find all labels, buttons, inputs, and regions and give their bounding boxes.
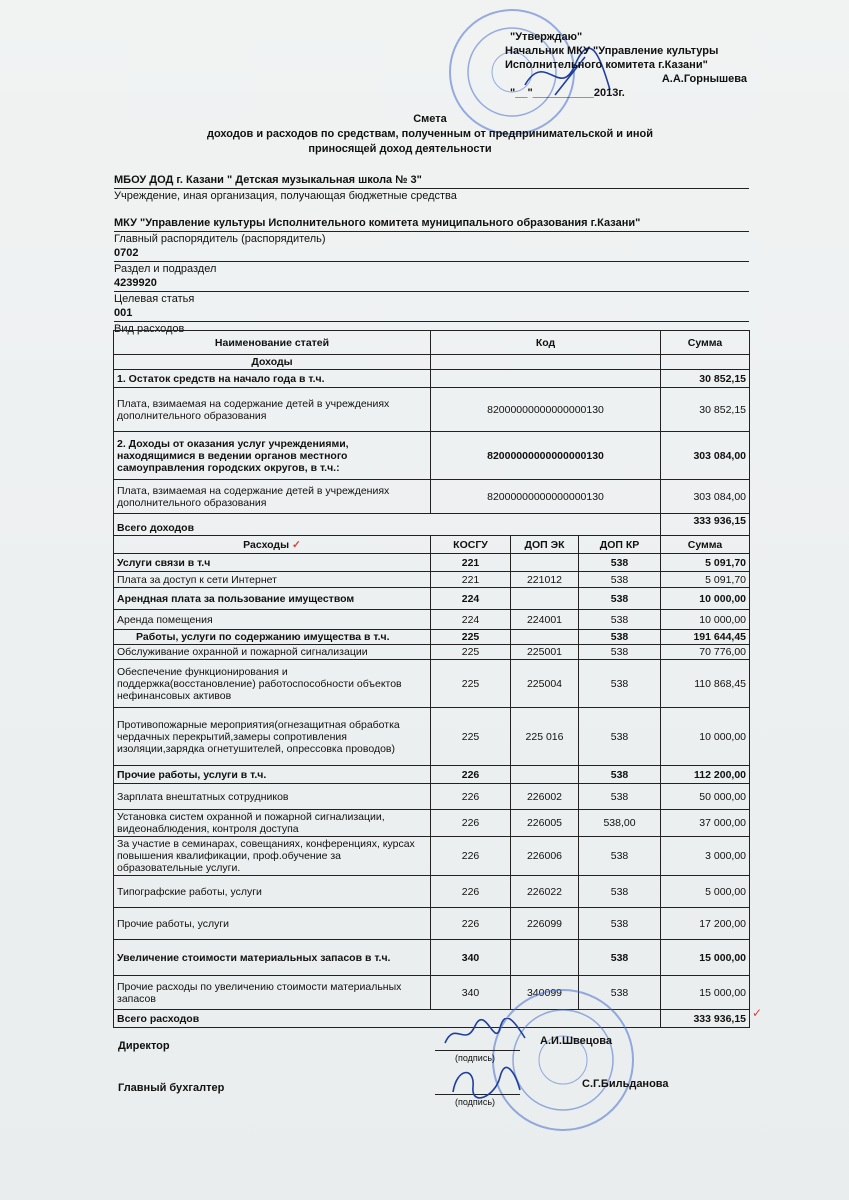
expense-row-dop-kr: 538 [579, 660, 661, 708]
approval-organization: Исполнительного комитета г.Казани" [505, 59, 708, 71]
expense-row [114, 784, 750, 810]
expense-row [114, 810, 750, 837]
accountant-label: Главный бухгалтер [118, 1082, 225, 1094]
director-label: Директор [118, 1040, 170, 1052]
expense-row [114, 766, 750, 784]
kind-label: Вид расходов [114, 323, 185, 335]
income-row-name: 2. Доходы от оказания услуг учреждениями, находящимися в ведении органов местного самоуправления городских округов, в т.ч.: [114, 432, 431, 480]
income-section [114, 331, 750, 370]
manager-name: МКУ "Управление культуры Исполнительного комитета муниципального образования г.Казани" [114, 216, 749, 232]
expense-row-dop-kr: 538 [579, 630, 661, 645]
expense-row-sum: 5 091,70 [661, 572, 750, 588]
expense-row-kosgu: 225 [431, 660, 511, 708]
expense-row-dop-kr: 538 [579, 708, 661, 766]
expenses-header-kosgu: КОСГУ [431, 536, 511, 554]
income-header-name: Наименование статей [114, 331, 431, 355]
check-mark-icon: ✓ [752, 1006, 763, 1020]
expense-rows [114, 554, 750, 1010]
income-rows [114, 370, 750, 514]
expense-row-dop-kr: 538 [579, 876, 661, 908]
expense-row [114, 630, 750, 645]
income-row [114, 432, 750, 480]
expense-row-name: Прочие расходы по увеличению стоимости материальных запасов [114, 976, 431, 1010]
income-header-sum: Сумма [661, 331, 750, 355]
income-row [114, 480, 750, 514]
expense-row-name: Увеличение стоимости материальных запасов в т.ч. [114, 940, 431, 976]
income-row-sum: 30 852,15 [661, 388, 750, 432]
expense-row-name: Работы, услуги по содержанию имущества в т.ч. [114, 630, 431, 645]
expense-row [114, 837, 750, 876]
expense-row-name: Типографские работы, услуги [114, 876, 431, 908]
expense-row-name: Услуги связи в т.ч [114, 554, 431, 572]
income-total-value: 333 936,15 [661, 514, 750, 536]
expense-row-kosgu: 224 [431, 610, 511, 630]
expense-row-sum: 37 000,00 [661, 810, 750, 837]
expense-row-name: Обслуживание охранной и пожарной сигнализации [114, 645, 431, 660]
income-header-code: Код [431, 331, 661, 355]
director-name: А.И.Швецова [540, 1035, 612, 1047]
expense-row-kosgu: 224 [431, 588, 511, 610]
accountant-signature-icon [445, 1062, 525, 1102]
expense-row-sum: 17 200,00 [661, 908, 750, 940]
accountant-name: С.Г.Бильданова [582, 1078, 669, 1090]
approval-position: Начальник МКУ "Управление культуры [505, 45, 719, 57]
title-main: Смета [413, 113, 447, 125]
approval-name: А.А.Горнышева [661, 73, 747, 85]
expenses-total-value: 333 936,15 [661, 1010, 750, 1028]
expense-row-kosgu: 221 [431, 554, 511, 572]
expense-row-dop-ek: 226006 [511, 837, 579, 876]
expense-row-sum: 70 776,00 [661, 645, 750, 660]
expense-row [114, 645, 750, 660]
expense-row-dop-ek: 226002 [511, 784, 579, 810]
expense-row-sum: 112 200,00 [661, 766, 750, 784]
kind-code: 001 [114, 306, 749, 322]
expense-row-kosgu: 225 [431, 708, 511, 766]
expense-row-sum: 10 000,00 [661, 610, 750, 630]
expense-row-dop-kr: 538 [579, 976, 661, 1010]
expense-row-dop-ek [511, 588, 579, 610]
income-row [114, 388, 750, 432]
director-signature-icon [440, 1018, 530, 1054]
section-code: 0702 [114, 246, 749, 262]
expense-row [114, 554, 750, 572]
expenses-header-sum: Сумма [661, 536, 750, 554]
expense-row-sum: 50 000,00 [661, 784, 750, 810]
expense-row-name: Обеспечение функционирования и поддержка(восстановление) работоспособности объектов нефинансовых активов [114, 660, 431, 708]
approval-date: "__"__________2013г. [510, 87, 625, 99]
expense-row-dop-kr: 538,00 [579, 810, 661, 837]
expense-row-dop-kr: 538 [579, 645, 661, 660]
expense-row-sum: 10 000,00 [661, 588, 750, 610]
expense-row-dop-kr: 538 [579, 610, 661, 630]
expense-row-sum: 5 000,00 [661, 876, 750, 908]
expense-row-sum: 15 000,00 [661, 976, 750, 1010]
institution-details [114, 173, 749, 336]
expense-row [114, 660, 750, 708]
expense-row-dop-ek: 225001 [511, 645, 579, 660]
income-row-code [431, 370, 661, 388]
expense-row-sum: 5 091,70 [661, 554, 750, 572]
expense-row-dop-ek: 226005 [511, 810, 579, 837]
expense-row-kosgu: 226 [431, 876, 511, 908]
expense-row-name: Зарплата внештатных сотрудников [114, 784, 431, 810]
expense-row [114, 610, 750, 630]
income-row-code: 82000000000000000130 [431, 480, 661, 514]
expense-row-kosgu: 226 [431, 784, 511, 810]
expenses-header-dop-ek: ДОП ЭК [511, 536, 579, 554]
expense-row-dop-kr: 538 [579, 554, 661, 572]
expenses-total-label: Всего расходов [114, 1010, 661, 1028]
organization-stamp-icon [488, 985, 638, 1135]
expense-row-dop-ek [511, 940, 579, 976]
institution-name-label: Учреждение, иная организация, получающая бюджетные средства [114, 190, 457, 202]
expense-row-kosgu: 226 [431, 810, 511, 837]
expense-row-dop-ek [511, 554, 579, 572]
expense-row [114, 940, 750, 976]
expense-row-dop-ek: 226099 [511, 908, 579, 940]
manager-label: Главный распорядитель (распорядитель) [114, 233, 326, 245]
expense-row-dop-ek [511, 766, 579, 784]
expense-row-kosgu: 226 [431, 908, 511, 940]
expense-row-sum: 110 868,45 [661, 660, 750, 708]
expense-row [114, 976, 750, 1010]
expense-row [114, 876, 750, 908]
expense-row-name: Прочие работы, услуги в т.ч. [114, 766, 431, 784]
expense-row-name: Плата за доступ к сети Интернет [114, 572, 431, 588]
estimate-table [113, 330, 750, 1028]
institution-name: МБОУ ДОД г. Казани " Детская музыкальная школа № 3" [114, 173, 749, 189]
expense-row-kosgu: 340 [431, 940, 511, 976]
section-label: Раздел и подраздел [114, 263, 217, 275]
expense-row-kosgu: 340 [431, 976, 511, 1010]
expense-row-kosgu: 225 [431, 630, 511, 645]
expense-row-dop-ek [511, 630, 579, 645]
income-row [114, 370, 750, 388]
page-title [110, 112, 750, 157]
expense-row [114, 588, 750, 610]
check-mark-icon: ✓ [292, 538, 301, 551]
income-total-label: Всего доходов [114, 514, 661, 536]
income-row-code: 82000000000000000130 [431, 388, 661, 432]
income-total [114, 514, 750, 554]
expense-row-dop-ek: 340099 [511, 976, 579, 1010]
director-sign-caption: (подпись) [455, 1053, 496, 1063]
expense-row [114, 908, 750, 940]
expense-row-kosgu: 226 [431, 837, 511, 876]
expense-row-dop-kr: 538 [579, 766, 661, 784]
expense-row-name: Прочие работы, услуги [114, 908, 431, 940]
income-row-name: Плата, взимаемая на содержание детей в учреждениях дополнительного образования [114, 480, 431, 514]
accountant-sign-caption: (подпись) [455, 1097, 496, 1107]
income-row-sum: 303 084,00 [661, 480, 750, 514]
expense-row-sum: 3 000,00 [661, 837, 750, 876]
expense-row-dop-ek: 224001 [511, 610, 579, 630]
expense-row-dop-kr: 538 [579, 940, 661, 976]
expense-row-name: Аренда помещения [114, 610, 431, 630]
title-subtitle: доходов и расходов по средствам, полученным от предпринимательской и иной [206, 128, 654, 140]
expense-row-sum: 10 000,00 [661, 708, 750, 766]
expense-row-name: Арендная плата за пользование имуществом [114, 588, 431, 610]
expense-row-name: Противопожарные мероприятия(огнезащитная обработка чердачных перекрытий,замеры сопротивления изоляции,зарядка огнетушителей, опрессовка проводов) [114, 708, 431, 766]
income-row-sum: 303 084,00 [661, 432, 750, 480]
income-row-name: 1. Остаток средств на начало года в т.ч. [114, 370, 431, 388]
income-row-sum: 30 852,15 [661, 370, 750, 388]
expense-row-dop-kr: 538 [579, 784, 661, 810]
income-row-name: Плата, взимаемая на содержание детей в учреждениях дополнительного образования [114, 388, 431, 432]
income-row-code: 82000000000000000130 [431, 432, 661, 480]
expense-row-kosgu: 225 [431, 645, 511, 660]
approval-block [505, 30, 765, 100]
expense-row-dop-kr: 538 [579, 837, 661, 876]
expense-row [114, 708, 750, 766]
expense-row-dop-ek: 225004 [511, 660, 579, 708]
expenses-header-dop-kr: ДОП КР [579, 536, 661, 554]
expense-row-sum: 15 000,00 [661, 940, 750, 976]
expense-row-dop-kr: 538 [579, 908, 661, 940]
expense-row-dop-ek: 226022 [511, 876, 579, 908]
target-code: 4239920 [114, 276, 749, 292]
target-label: Целевая статья [114, 293, 195, 305]
expense-row-name: За участие в семинарах, совещаниях, конференциях, курсах повышения квалификации, проф.обучение за образовательные услуги. [114, 837, 431, 876]
title-subtitle-2: приносящей доход деятельности [308, 143, 492, 155]
expenses-total [114, 1010, 750, 1028]
expense-row-dop-kr: 538 [579, 588, 661, 610]
expense-row-sum: 191 644,45 [661, 630, 750, 645]
expense-row [114, 572, 750, 588]
expenses-header-name: Расходы ✓ [114, 536, 431, 554]
expense-row-kosgu: 226 [431, 766, 511, 784]
income-section-title: Доходы [114, 355, 431, 370]
expense-row-dop-ek: 225 016 [511, 708, 579, 766]
expense-row-kosgu: 221 [431, 572, 511, 588]
approval-title: "Утверждаю" [510, 31, 583, 43]
expense-row-dop-kr: 538 [579, 572, 661, 588]
expense-row-dop-ek: 221012 [511, 572, 579, 588]
expense-row-name: Установка систем охранной и пожарной сигнализации, видеонаблюдения, контроля доступа [114, 810, 431, 837]
